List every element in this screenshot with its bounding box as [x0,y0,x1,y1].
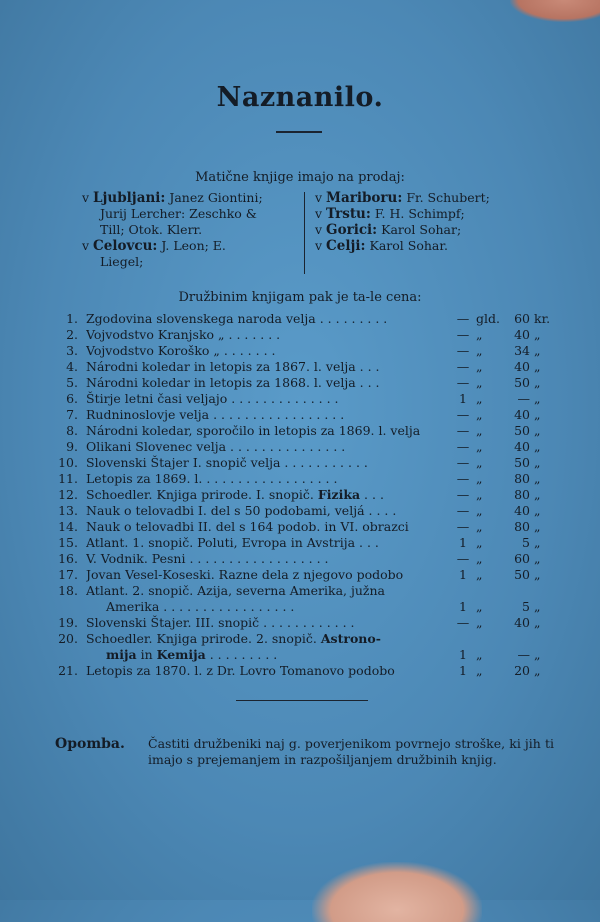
item-gld-value: — [456,407,470,422]
item-kr-label: „ [534,423,541,438]
seller-names: F. H. Schimpf; [370,206,465,221]
item-gld-label: „ [476,663,483,678]
item-kr-value: 40 [514,327,530,342]
seller-place: Mariboru: [326,190,403,206]
item-title [86,375,451,391]
item-text: Slovenski Štajer. III. snopič . . . . . . . . . . . . [86,615,355,630]
item-number: 10. [58,455,78,470]
seller-names: Karol Sohar. [365,238,448,253]
item-kr-value: 20 [514,663,530,678]
item-kr-label: „ [534,439,541,454]
page-title: Naznanilo. [216,82,384,113]
item-text: Štirje letni časi veljajo . . . . . . . . . . . . . . [86,391,339,406]
price-row [56,567,556,583]
item-kr-value: 60 [514,311,530,326]
item-kr-label: „ [534,471,541,486]
item-number: 7. [66,407,78,422]
item-kr-value: 80 [514,519,530,534]
item-bold: Fizika [317,487,361,502]
price-row [56,311,556,327]
item-title [86,535,451,551]
item-kr-value: 50 [514,375,530,390]
item-tail: . . . [360,487,384,502]
item-kr-value: 80 [514,471,530,486]
item-title-line [86,583,451,599]
item-kr-label: „ [534,647,541,662]
price-intro: Družbinim knjigam pak je ta-le cena: [178,290,422,305]
item-kr-value: 40 [514,615,530,630]
item-gld-label: „ [476,455,483,470]
item-text: Zgodovina slovenskega naroda velja . . . . . . . . . [86,311,388,326]
item-kr-value: 80 [514,487,530,502]
item-title-line [86,503,451,519]
price-row [56,615,556,631]
item-text: Atlant. 2. snopič. Azija, severna Amerika, južna [86,583,385,598]
item-text: Nauk o telovadbi I. del s 50 podobami, veljá . . . . [86,503,397,518]
item-text: Letopis za 1870. l. z Dr. Lovro Tomanovo podobo [86,663,395,678]
item-gld-label: „ [476,407,483,422]
price-row [56,343,556,359]
item-title-line [86,359,451,375]
item-gld-label: „ [476,487,483,502]
item-title [86,327,451,343]
item-gld-label: „ [476,535,483,550]
item-gld-label: gld. [476,311,500,326]
item-text: Atlant. 1. snopič. Poluti, Evropa in Avstrija . . . [86,535,379,550]
item-title-line [86,375,451,391]
finger-bottom [312,862,482,922]
item-bold: Astrono- [320,631,381,646]
item-number: 2. [66,327,78,342]
item-gld-value: 1 [459,391,467,406]
price-row [56,327,556,343]
item-gld-value: — [456,455,470,470]
item-text: Národni koledar in letopis za 1868. l. velja . . . [86,375,380,390]
price-row [56,535,556,551]
item-gld-value: — [456,615,470,630]
price-list [56,311,556,679]
item-gld-label: „ [476,519,483,534]
item-gld-label: „ [476,471,483,486]
item-gld-value: — [456,327,470,342]
item-title [86,551,451,567]
item-text: Rudninoslovje velja . . . . . . . . . . . . . . . . . [86,407,345,422]
item-title-line [86,647,451,663]
item-title [86,567,451,583]
item-tail: . . . . . . . . . [205,647,278,662]
item-number: 5. [66,375,78,390]
sellers-right-column [315,190,545,254]
item-text: in [136,647,157,662]
item-title-line [86,391,451,407]
price-row [56,503,556,519]
item-title [86,343,451,359]
item-gld-label: „ [476,567,483,582]
item-gld-value: — [456,359,470,374]
item-kr-label: „ [534,455,541,470]
item-title [86,471,451,487]
item-kr-value: 60 [514,551,530,566]
item-kr-value: 40 [514,503,530,518]
item-kr-label: „ [534,375,541,390]
item-title-line [86,455,451,471]
seller-place: Ljubljani: [93,190,166,206]
item-number: 14. [58,519,78,534]
item-title [86,503,451,519]
item-kr-label: „ [534,615,541,630]
item-number: 3. [66,343,78,358]
item-kr-value: — [517,647,530,662]
item-number: 8. [66,423,78,438]
item-title-line [86,535,451,551]
price-row [56,391,556,407]
seller-entry [315,190,545,206]
item-gld-value: — [456,423,470,438]
item-gld-value: — [456,375,470,390]
seller-prefix: v [82,190,94,205]
item-kr-label: „ [534,599,541,614]
seller-names: Karol Sohar; [377,222,462,237]
item-number: 18. [58,583,78,598]
item-text: Schoedler. Knjiga prirode. I. snopič. [86,487,314,502]
item-title [86,631,451,663]
item-title-line [86,487,451,503]
item-kr-value: 50 [514,567,530,582]
item-gld-value: — [456,551,470,566]
item-number: 17. [58,567,78,582]
item-kr-value: 40 [514,439,530,454]
item-title [86,455,451,471]
item-kr-label: „ [534,535,541,550]
item-gld-value: — [456,471,470,486]
item-gld-value: — [456,343,470,358]
seller-names: Janez Giontini; [165,190,263,205]
item-title [86,615,451,631]
seller-entry [315,206,545,222]
item-kr-label: „ [534,407,541,422]
price-row [56,375,556,391]
seller-names: J. Leon; E. [157,238,226,253]
price-row [56,487,556,503]
item-kr-value: — [517,391,530,406]
seller-prefix: v [315,222,327,237]
seller-place: Celovcu: [93,238,158,254]
item-number: 9. [66,439,78,454]
item-kr-value: 50 [514,455,530,470]
item-kr-value: 50 [514,423,530,438]
item-title [86,407,451,423]
item-text: Nauk o telovadbi II. del s 164 podob. in VI. obrazci [86,519,409,534]
item-text: Slovenski Štajer I. snopič velja . . . . . . . . . . . [86,455,368,470]
price-row [56,423,556,439]
title-divider [276,131,322,133]
price-row [56,663,556,679]
item-gld-label: „ [476,343,483,358]
item-kr-label: „ [534,503,541,518]
item-text: Vojvodstvo Kranjsko „ . . . . . . . [86,327,281,342]
item-title-line [86,567,451,583]
item-kr-value: 34 [514,343,530,358]
item-gld-value: 1 [459,567,467,582]
seller-names-cont: Liegel; [100,254,144,269]
sellers-block [72,190,542,272]
item-gld-value: — [456,519,470,534]
item-title-line [86,519,451,535]
item-title-line [86,663,451,679]
item-title-line [86,327,451,343]
item-title [86,423,451,439]
seller-prefix: v [82,238,94,253]
seller-names-cont: Jurij Lercher: Zeschko & [100,206,257,221]
price-row [56,631,556,663]
item-title-line [86,311,451,327]
item-number: 16. [58,551,78,566]
item-kr-value: 5 [522,599,530,614]
item-kr-label: „ [534,343,541,358]
item-title-line [86,551,451,567]
note-text: Častiti družbeniki naj g. poverjenikom povrnejo stroške, ki jih ti imajo s prejemanjem in razpošiljanjem družbinih knjig. [148,736,554,767]
seller-place: Gorici: [326,222,378,238]
item-gld-label: „ [476,359,483,374]
item-text: Amerika . . . . . . . . . . . . . . . . . [106,599,295,614]
seller-names: Fr. Schubert; [402,190,490,205]
item-gld-value: — [456,311,470,326]
sellers-intro: Matične knjige imajo na prodaj: [195,170,405,185]
item-number: 11. [58,471,78,486]
item-gld-label: „ [476,439,483,454]
item-number: 19. [58,615,78,630]
price-row [56,519,556,535]
item-number: 6. [66,391,78,406]
finger-shadow-top [510,0,600,22]
seller-entry [82,190,304,206]
seller-entry [315,238,545,254]
item-title [86,311,451,327]
item-text: Jovan Vesel-Koseski. Razne dela z njegovo podobo [86,567,404,582]
item-kr-label: „ [534,487,541,502]
item-text: Vojvodstvo Koroško „ . . . . . . . [86,343,276,358]
item-gld-label: „ [476,391,483,406]
note-label: Opomba. [55,736,125,752]
item-gld-value: 1 [459,599,467,614]
item-text: Olikani Slovenec velja . . . . . . . . . . . . . . . [86,439,346,454]
item-title [86,519,451,535]
item-title [86,663,451,679]
item-title [86,359,451,375]
item-kr-label: kr. [534,311,551,326]
item-number: 1. [66,311,78,326]
item-number: 20. [58,631,78,646]
item-gld-label: „ [476,423,483,438]
item-number: 4. [66,359,78,374]
item-kr-label: „ [534,567,541,582]
item-number: 12. [58,487,78,502]
seller-prefix: v [315,206,327,221]
seller-entry [315,222,545,238]
item-gld-label: „ [476,327,483,342]
item-gld-label: „ [476,551,483,566]
item-gld-label: „ [476,615,483,630]
item-title [86,487,451,503]
item-text: V. Vodnik. Pesni . . . . . . . . . . . . . . . . . . [86,551,329,566]
item-gld-value: 1 [459,663,467,678]
price-row [56,359,556,375]
item-text: Schoedler. Knjiga prirode. 2. snopič. [86,631,317,646]
item-bold: mija [106,647,137,662]
item-kr-label: „ [534,359,541,374]
item-kr-value: 5 [522,535,530,550]
item-gld-label: „ [476,599,483,614]
item-bold: Kemija [156,647,206,662]
item-kr-label: „ [534,327,541,342]
item-number: 15. [58,535,78,550]
section-divider [236,700,368,701]
item-gld-label: „ [476,375,483,390]
item-kr-label: „ [534,663,541,678]
item-kr-label: „ [534,391,541,406]
item-title-line [86,343,451,359]
item-kr-label: „ [534,551,541,566]
item-title-line [86,423,451,439]
sellers-divider [304,192,305,274]
item-gld-value: — [456,439,470,454]
sellers-left-column [82,190,304,270]
item-kr-label: „ [534,519,541,534]
item-kr-value: 40 [514,359,530,374]
item-number: 13. [58,503,78,518]
item-title-line [86,631,451,647]
price-row [56,583,556,615]
price-row [56,439,556,455]
seller-prefix: v [315,238,327,253]
price-row [56,455,556,471]
item-kr-value: 40 [514,407,530,422]
item-title-line [86,615,451,631]
item-title [86,391,451,407]
seller-place: Trstu: [326,206,371,222]
seller-prefix: v [315,190,327,205]
price-row [56,471,556,487]
item-text: Národni koledar in letopis za 1867. l. velja . . . [86,359,380,374]
item-gld-value: 1 [459,647,467,662]
price-row [56,407,556,423]
item-title-line [86,599,451,615]
seller-entry [82,238,304,254]
item-gld-value: 1 [459,535,467,550]
seller-place: Celji: [326,238,366,254]
item-gld-value: — [456,487,470,502]
item-text: Národni koledar, sporočilo in letopis za 1869. l. velja [86,423,421,438]
item-number: 21. [58,663,78,678]
item-gld-value: — [456,503,470,518]
item-gld-label: „ [476,503,483,518]
item-title-line [86,407,451,423]
item-title-line [86,471,451,487]
item-title [86,583,451,615]
item-gld-label: „ [476,647,483,662]
item-title-line [86,439,451,455]
item-text: Letopis za 1869. l. . . . . . . . . . . . . . . . . . [86,471,338,486]
item-title [86,439,451,455]
seller-names-cont: Till; Otok. Klerr. [100,222,203,237]
price-row [56,551,556,567]
